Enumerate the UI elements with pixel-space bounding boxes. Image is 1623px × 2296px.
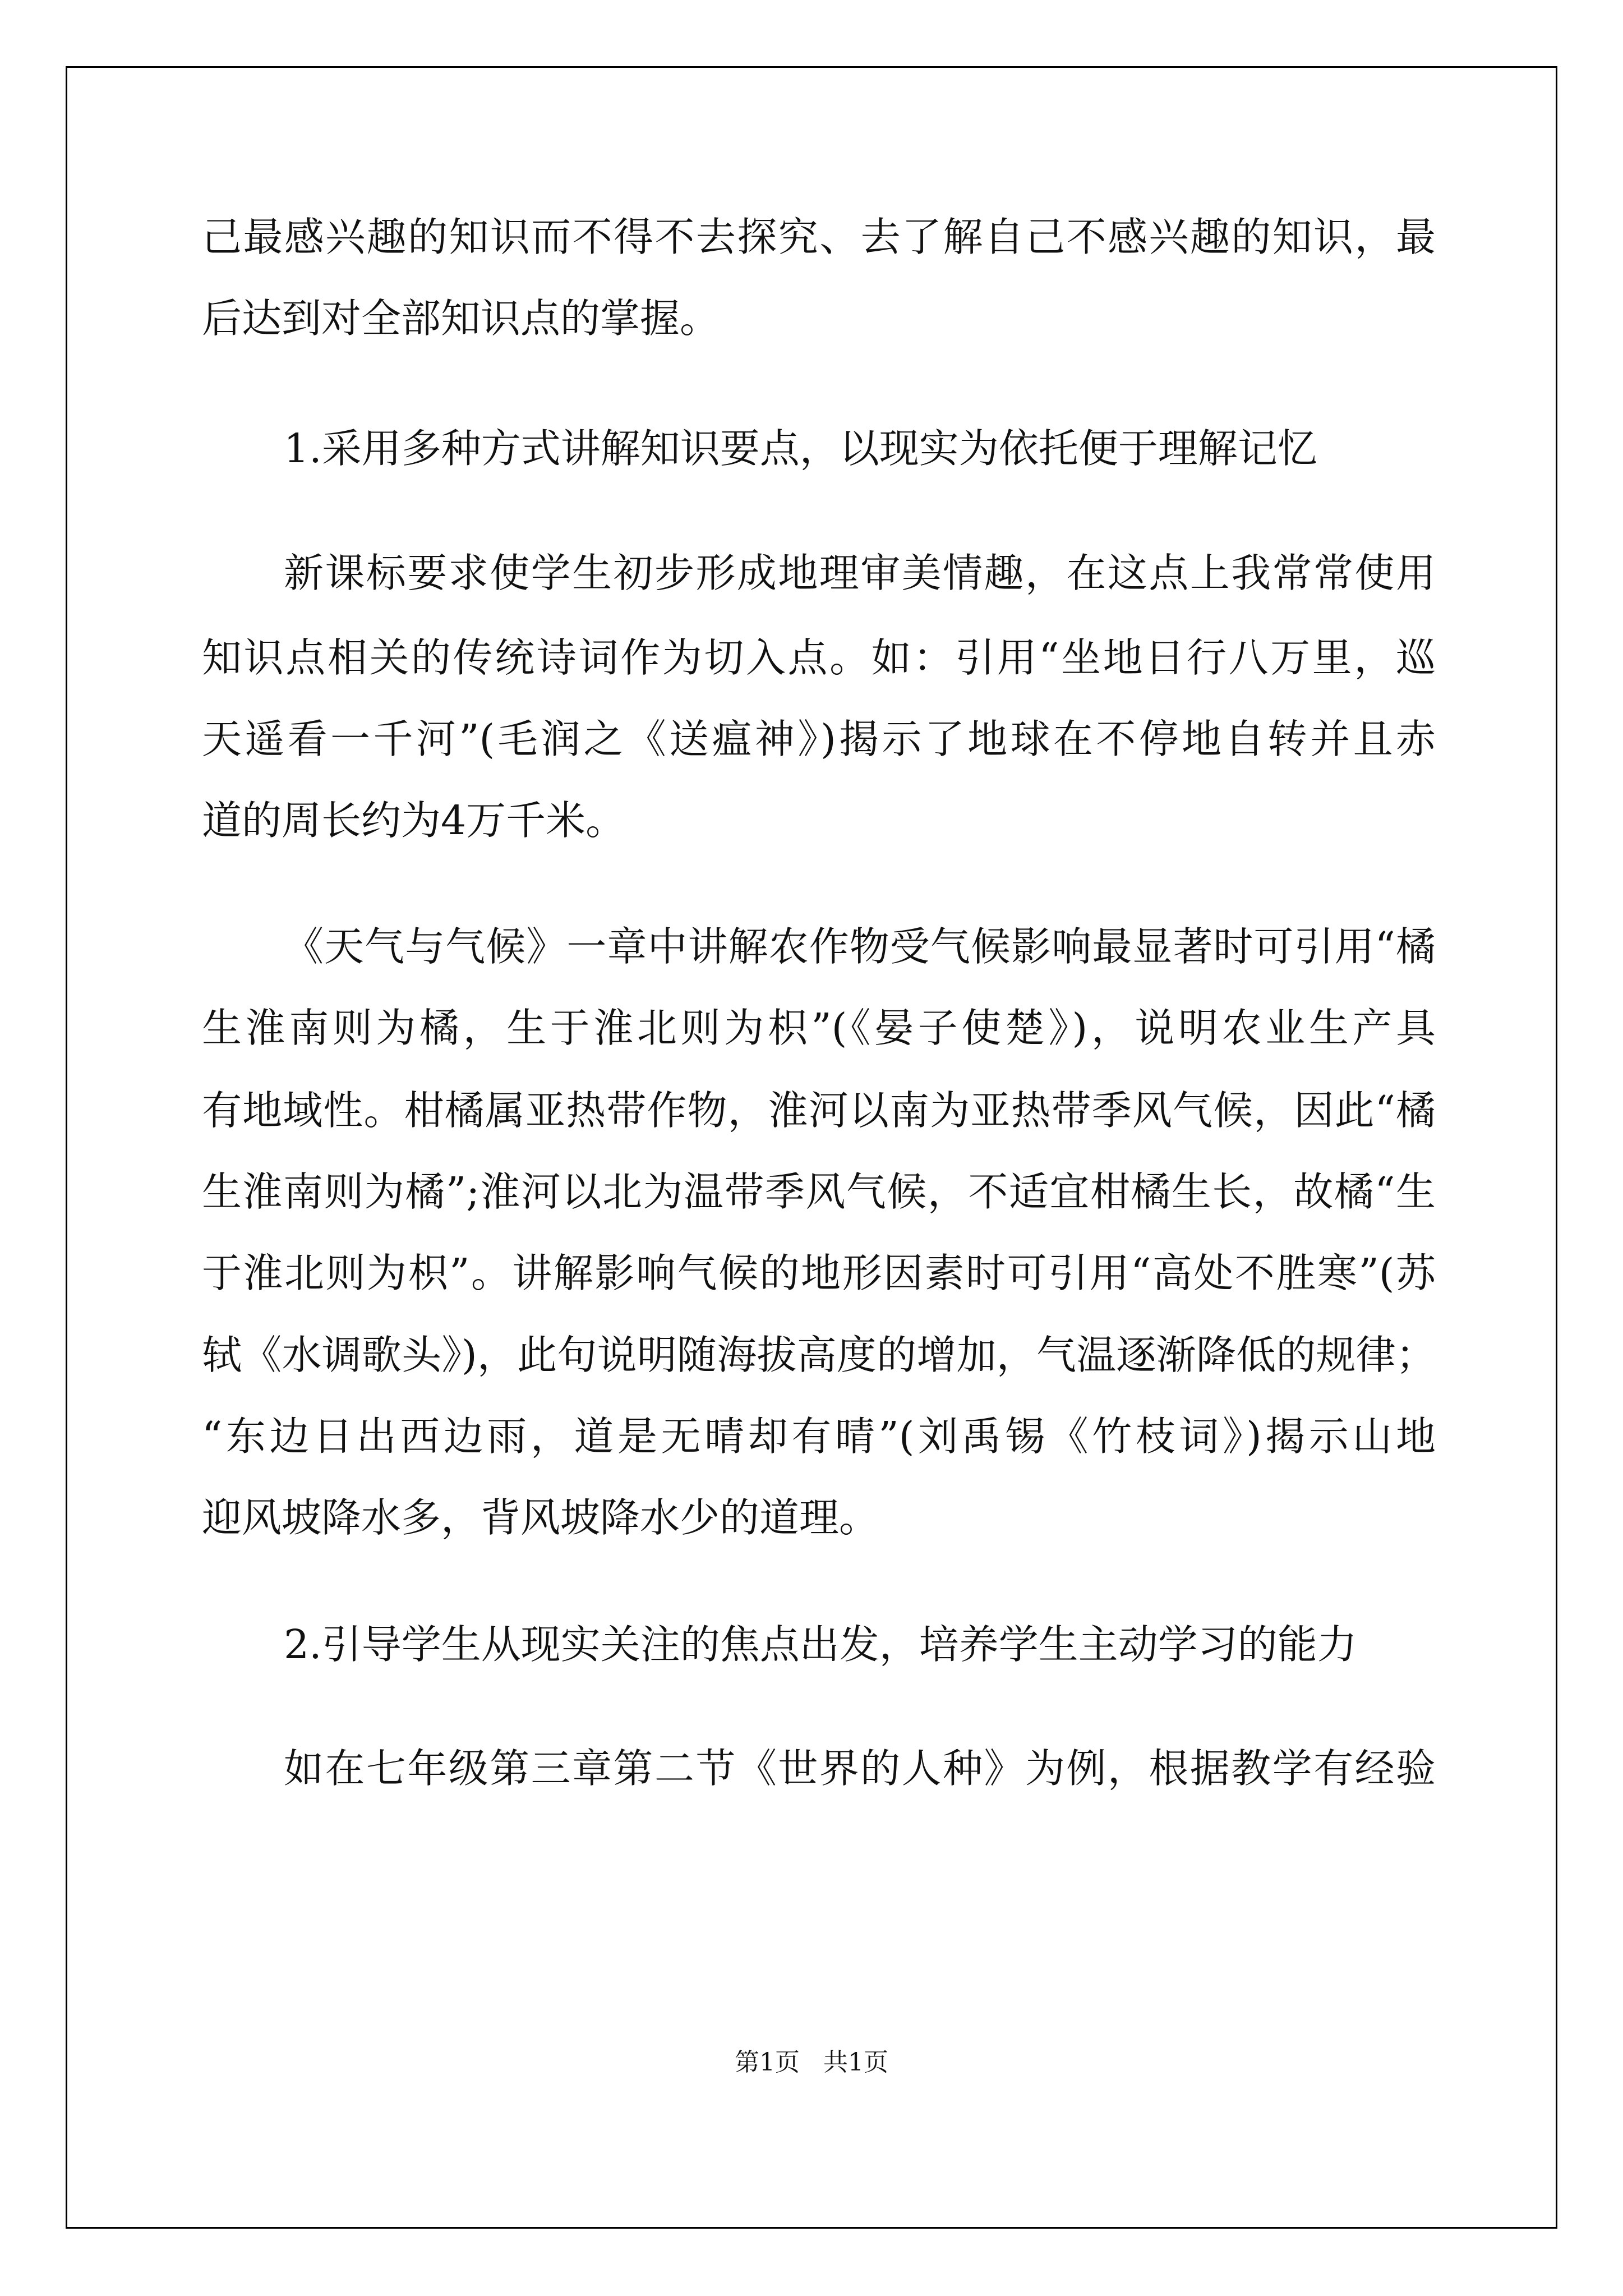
text-line: 道的周长约为4万千米。 — [202, 797, 626, 844]
section-heading: 1.采用多种方式讲解知识要点，以现实为依托便于理解记忆 — [284, 425, 1317, 472]
section-heading: 2.引导学生从现实关注的焦点出发，培养学生主动学习的能力 — [284, 1621, 1357, 1668]
text-line: 己最感兴趣的知识而不得不去探究、去了解自己不感兴趣的知识，最 — [202, 214, 1436, 260]
text-line: 有地域性。柑橘属亚热带作物，淮河以南为亚热带季风气候，因此“橘 — [202, 1087, 1436, 1134]
text-line: 新课标要求使学生初步形成地理审美情趣，在这点上我常常使用 — [284, 550, 1436, 596]
text-line: 于淮北则为枳”。讲解影响气候的地形因素时可引用“高处不胜寒”(苏 — [202, 1250, 1436, 1296]
page-footer: 第1页 共1页 — [735, 2048, 888, 2077]
text-line: 知识点相关的传统诗词作为切入点。如：引用“坐地日行八万里，巡 — [202, 634, 1436, 681]
text-line: 生淮南则为橘，生于淮北则为枳”(《晏子使楚》)，说明农业生产具 — [202, 1005, 1436, 1051]
text-line: 如在七年级第三章第二节《世界的人种》为例，根据教学有经验 — [284, 1745, 1436, 1792]
text-line: 迎风坡降水多，背风坡降水少的道理。 — [202, 1494, 879, 1541]
page-border — [66, 66, 1557, 2229]
text-line: 生淮南则为橘”;淮河以北为温带季风气候，不适宜柑橘生长，故橘“生 — [202, 1168, 1436, 1215]
text-line: 天遥看一千河”(毛润之《送瘟神》)揭示了地球在不停地自转并且赤 — [202, 716, 1436, 762]
text-line: “东边日出西边雨，道是无晴却有晴”(刘禹锡《竹枝词》)揭示山地 — [202, 1413, 1436, 1460]
text-line: 《天气与气候》一章中讲解农作物受气候影响最显著时可引用“橘 — [284, 923, 1436, 970]
text-line: 轼《水调歌头》)，此句说明随海拔高度的增加，气温逐渐降低的规律； — [202, 1332, 1436, 1378]
text-line: 后达到对全部知识点的掌握。 — [202, 295, 720, 342]
